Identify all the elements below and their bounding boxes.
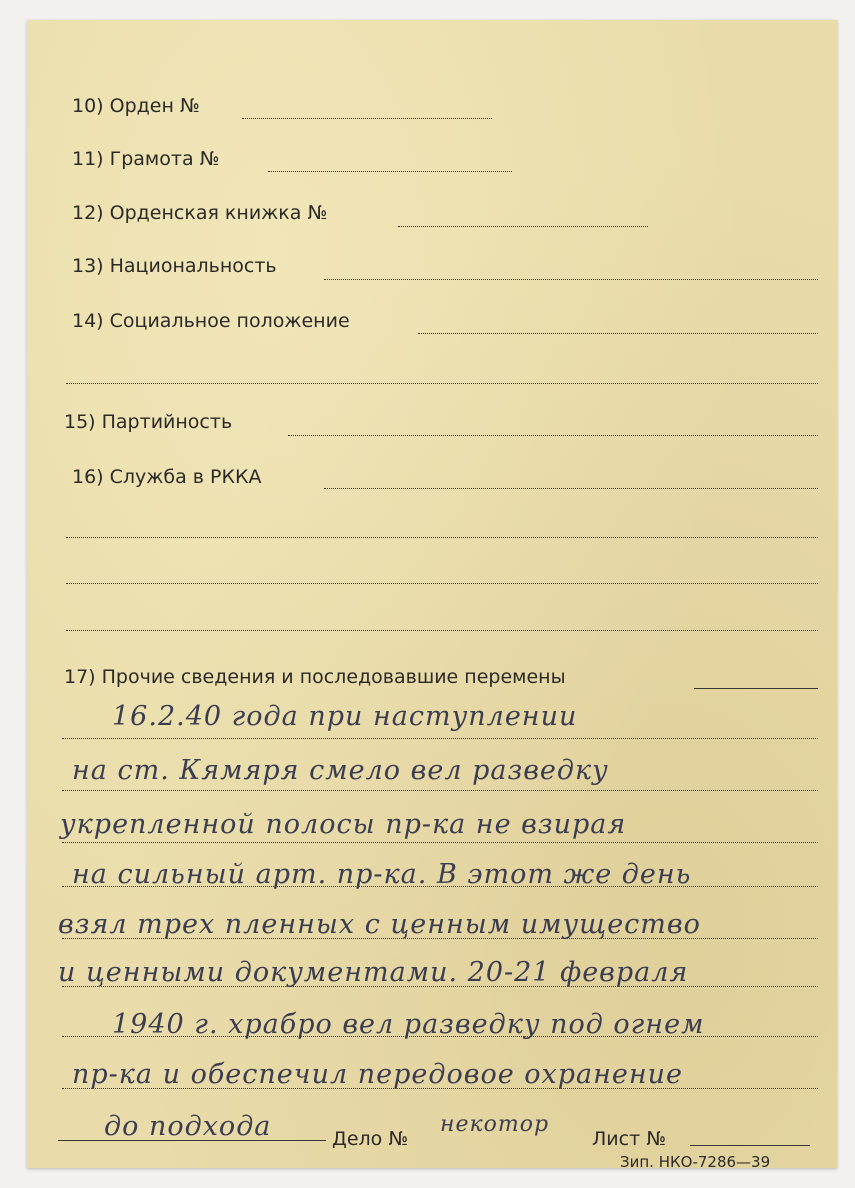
field-gramota-label: 11) Грамота № <box>72 148 220 170</box>
field-party-line <box>288 435 818 436</box>
handwritten-note-line: 16.2.40 года при наступлении <box>112 701 578 732</box>
list-label: Лист № <box>592 1128 666 1150</box>
field-social-status-line <box>418 333 818 334</box>
field-other-info-line <box>694 688 818 689</box>
delo-label: Дело № <box>332 1128 409 1150</box>
delo-value: некотор <box>440 1112 550 1137</box>
notes-line <box>62 842 818 843</box>
handwritten-note-line: и ценными документами. 20-21 февраля <box>58 957 689 988</box>
handwritten-note-line: взял трех пленных с ценным имущество <box>58 909 701 940</box>
handwritten-note-line: на сильный арт. пр-ка. В этот же день <box>72 859 692 890</box>
field-service-line-3 <box>66 583 818 584</box>
field-social-status-line-2 <box>66 383 818 384</box>
field-order-book-line <box>398 226 648 227</box>
handwritten-note-line: на ст. Кямяря смело вел разведку <box>72 755 609 786</box>
field-order-line <box>242 118 492 119</box>
notes-line <box>62 738 818 739</box>
footer-line <box>58 1140 326 1141</box>
field-service-line-2 <box>66 537 818 538</box>
notes-line <box>62 790 818 791</box>
handwritten-note-line: пр-ка и обеспечил передовое охранение <box>72 1059 684 1090</box>
field-order-label: 10) Орден № <box>72 95 200 117</box>
list-line <box>690 1145 810 1146</box>
field-nationality-line <box>324 279 818 280</box>
field-service-line-4 <box>66 630 818 631</box>
field-social-status-label: 14) Социальное положение <box>72 310 350 332</box>
field-nationality-label: 13) Национальность <box>72 255 277 277</box>
field-other-info-label: 17) Прочие сведения и последовавшие перемены <box>64 666 566 688</box>
handwritten-note-line: укрепленной полосы пр-ка не взирая <box>60 809 627 840</box>
field-party-label: 15) Партийность <box>64 411 233 433</box>
field-gramota-line <box>268 171 512 172</box>
handwritten-note-line: до подхода <box>104 1111 272 1142</box>
field-order-book-label: 12) Орденская книжка № <box>72 202 328 224</box>
handwritten-note-line: 1940 г. храбро вел разведку под огнем <box>112 1009 705 1040</box>
record-card <box>27 20 837 1168</box>
field-service-line <box>324 488 818 489</box>
print-mark: Зип. НКО-7286—39 <box>620 1153 771 1171</box>
field-service-label: 16) Служба в РККА <box>72 466 262 488</box>
